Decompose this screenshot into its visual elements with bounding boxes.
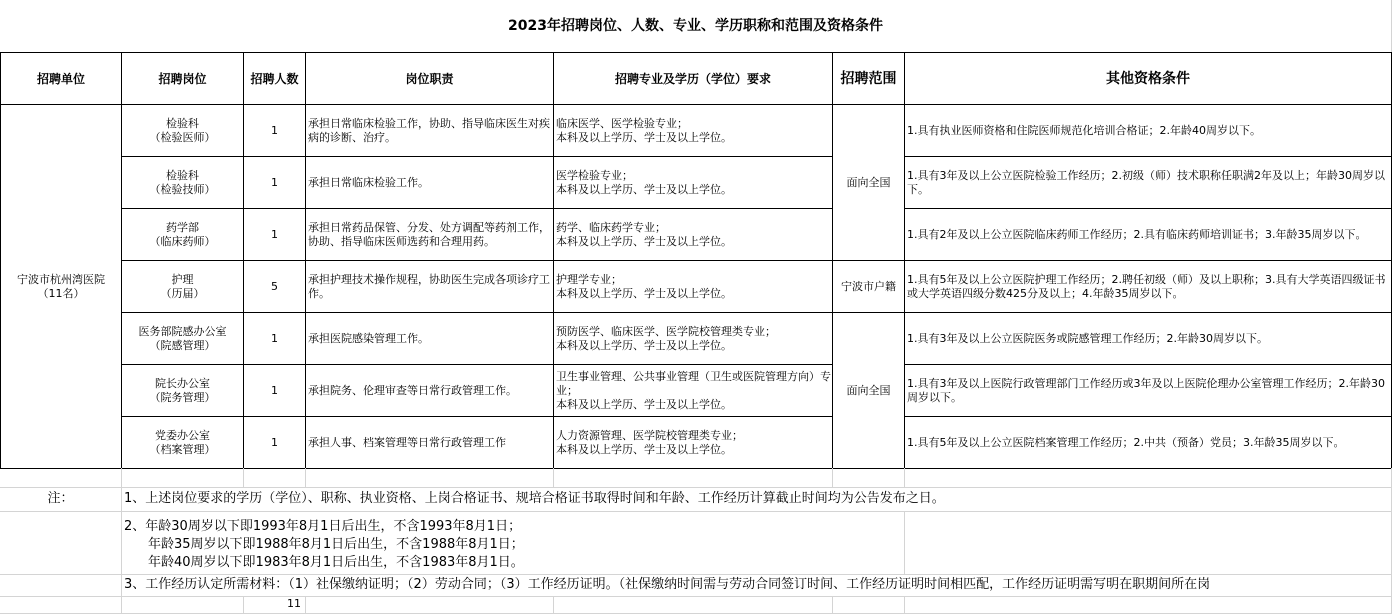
major-cell[interactable]: 人力资源管理、医学院校管理类专业； 本科及以上学历、学士及以上学位。 xyxy=(553,416,833,469)
position-cell[interactable]: 检验科 （检验医师） xyxy=(121,104,244,157)
duty-cell[interactable]: 承担日常临床检验工作。 xyxy=(305,156,554,209)
scope-cell[interactable]: 面向全国 xyxy=(832,104,905,261)
position-cell[interactable]: 院长办公室 （院务管理） xyxy=(121,364,244,417)
note-2-line-1: 2、年龄30周岁以下即1993年8月1日后出生，不含1993年8月1日； xyxy=(124,519,522,534)
scope-cell[interactable]: 面向全国 xyxy=(832,312,905,469)
position-cell[interactable]: 护理 （历届） xyxy=(121,260,244,313)
other-cell[interactable]: 1.具有执业医师资格和住院医师规范化培训合格证；2.年龄40周岁以下。 xyxy=(904,104,1392,157)
empty-cell[interactable] xyxy=(121,468,244,488)
empty-cell[interactable] xyxy=(0,596,122,614)
major-cell[interactable]: 药学、临床药学专业； 本科及以上学历、学士及以上学位。 xyxy=(553,208,833,261)
count-cell[interactable]: 5 xyxy=(243,260,306,313)
empty-cell[interactable] xyxy=(904,511,1392,575)
count-cell[interactable]: 1 xyxy=(243,156,306,209)
other-cell[interactable]: 1.具有5年及以上公立医院护理工作经历；2.聘任初级（师）及以上职称；3.具有大学英语四级证书或大学英语四级分数425分及以上；4.年龄35周岁以下。 xyxy=(904,260,1392,313)
header-duty[interactable]: 岗位职责 xyxy=(305,52,554,105)
major-cell[interactable]: 临床医学、医学检验专业； 本科及以上学历、学士及以上学位。 xyxy=(553,104,833,157)
duty-cell[interactable]: 承担日常药品保管、分发、处方调配等药剂工作，协助、指导临床医师选药和合理用药。 xyxy=(305,208,554,261)
empty-cell[interactable] xyxy=(0,468,122,488)
other-cell[interactable]: 1.具有3年及以上医院行政管理部门工作经历或3年及以上医院伦理办公室管理工作经历；2.年龄30周岁以下。 xyxy=(904,364,1392,417)
total-count: 11 xyxy=(287,597,301,610)
empty-cell[interactable] xyxy=(0,511,122,575)
major-cell[interactable]: 医学检验专业； 本科及以上学历、学士及以上学位。 xyxy=(553,156,833,209)
empty-cell[interactable] xyxy=(243,468,306,488)
duty-cell[interactable]: 承担日常临床检验工作，协助、指导临床医生对疾病的诊断、治疗。 xyxy=(305,104,554,157)
major-cell[interactable]: 卫生事业管理、公共事业管理（卫生或医院管理方向）专业； 本科及以上学历、学士及以上学位。 xyxy=(553,364,833,417)
header-position[interactable]: 招聘岗位 xyxy=(121,52,244,105)
other-cell[interactable]: 1.具有3年及以上公立医院检验工作经历；2.初级（师）技术职称任职满2年及以上；年龄30周岁以下。 xyxy=(904,156,1392,209)
major-cell[interactable]: 护理学专业； 本科及以上学历、学士及以上学位。 xyxy=(553,260,833,313)
empty-cell[interactable] xyxy=(832,468,905,488)
note-2-line-2: 年龄35周岁以下即1988年8月1日后出生，不含1988年8月1日； xyxy=(148,537,524,552)
sheet-title[interactable]: 2023年招聘岗位、人数、专业、学历职称和范围及资格条件 xyxy=(0,0,1392,53)
empty-cell[interactable] xyxy=(305,596,554,614)
empty-cell[interactable] xyxy=(121,596,244,614)
other-cell[interactable]: 1.具有3年及以上公立医院医务或院感管理工作经历；2.年龄30周岁以下。 xyxy=(904,312,1392,365)
header-other[interactable]: 其他资格条件 xyxy=(904,52,1392,105)
count-cell[interactable]: 1 xyxy=(243,364,306,417)
count-cell[interactable]: 1 xyxy=(243,208,306,261)
position-cell[interactable]: 药学部 （临床药师） xyxy=(121,208,244,261)
count-cell[interactable]: 1 xyxy=(243,312,306,365)
duty-cell[interactable]: 承担院务、伦理审查等日常行政管理工作。 xyxy=(305,364,554,417)
empty-cell[interactable] xyxy=(904,468,1392,488)
empty-cell[interactable] xyxy=(832,596,905,614)
note-2-line-3: 年龄40周岁以下即1983年8月1日后出生，不含1983年8月1日。 xyxy=(148,555,524,570)
header-count[interactable]: 招聘人数 xyxy=(243,52,306,105)
position-cell[interactable]: 党委办公室 （档案管理） xyxy=(121,416,244,469)
empty-cell[interactable] xyxy=(553,468,833,488)
position-cell[interactable]: 医务部院感办公室 （院感管理） xyxy=(121,312,244,365)
note-3: 3、工作经历认定所需材料：（1）社保缴纳证明；（2）劳动合同；（3）工作经历证明。（社保缴纳时间需与劳动合同签订时间、工作经历证明时间相匹配，工作经历证明需写明在职期间所在岗 xyxy=(124,577,1211,592)
header-major[interactable]: 招聘专业及学历（学位）要求 xyxy=(553,52,833,105)
total-cell[interactable] xyxy=(243,596,306,614)
duty-cell[interactable]: 承担护理技术操作规程，协助医生完成各项诊疗工作。 xyxy=(305,260,554,313)
count-cell[interactable]: 1 xyxy=(243,416,306,469)
count-cell[interactable]: 1 xyxy=(243,104,306,157)
duty-cell[interactable]: 承担医院感染管理工作。 xyxy=(305,312,554,365)
major-cell[interactable]: 预防医学、临床医学、医学院校管理类专业； 本科及以上学历、学士及以上学位。 xyxy=(553,312,833,365)
duty-cell[interactable]: 承担人事、档案管理等日常行政管理工作 xyxy=(305,416,554,469)
notes-label[interactable]: 注： xyxy=(0,487,122,512)
empty-cell[interactable] xyxy=(904,596,1392,614)
position-cell[interactable]: 检验科 （检验技师） xyxy=(121,156,244,209)
empty-cell[interactable] xyxy=(305,468,554,488)
empty-cell[interactable] xyxy=(553,596,833,614)
empty-cell[interactable] xyxy=(0,574,122,597)
scope-cell[interactable]: 宁波市户籍 xyxy=(832,260,905,313)
unit-cell[interactable]: 宁波市杭州湾医院 （11名） xyxy=(0,104,122,469)
other-cell[interactable]: 1.具有2年及以上公立医院临床药师工作经历；2.具有临床药师培训证书；3.年龄35周岁以下。 xyxy=(904,208,1392,261)
header-scope[interactable]: 招聘范围 xyxy=(832,52,905,105)
header-unit[interactable]: 招聘单位 xyxy=(0,52,122,105)
other-cell[interactable]: 1.具有5年及以上公立医院档案管理工作经历；2.中共（预备）党员；3.年龄35周岁以下。 xyxy=(904,416,1392,469)
note-1: 1、上述岗位要求的学历（学位）、职称、执业资格、上岗合格证书、规培合格证书取得时间和年龄、工作经历计算截止时间均为公告发布之日。 xyxy=(124,491,945,506)
